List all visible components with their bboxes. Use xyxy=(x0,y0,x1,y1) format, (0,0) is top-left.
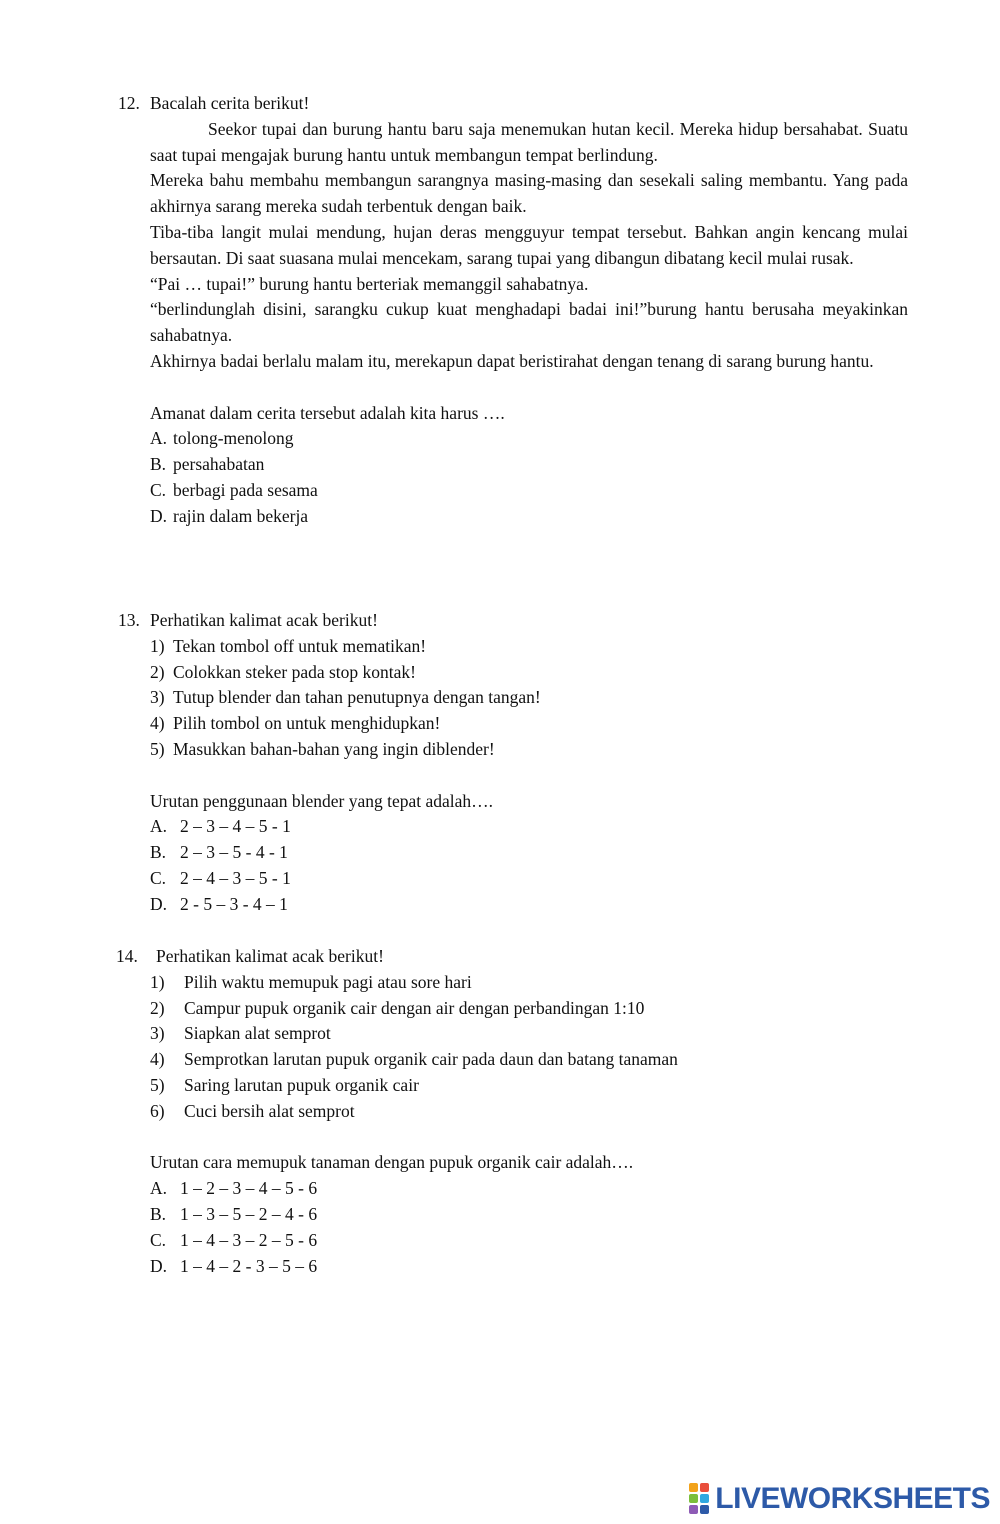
option-text: tolong-menolong xyxy=(173,428,294,449)
option-text: 1 – 4 – 2 - 3 – 5 – 6 xyxy=(180,1255,318,1276)
story-paragraph: “berlindunglah disini, sarangku cukup kuat menghadapi badai ini!”burung hantu berusaha meyakinkan sahabatnya. xyxy=(150,299,908,346)
option-text: 2 – 3 – 5 - 4 - 1 xyxy=(180,842,288,863)
liveworksheets-logo[interactable] xyxy=(689,1483,990,1514)
question-prompt: Amanat dalam cerita tersebut adalah kita harus …. xyxy=(150,402,505,423)
option-label: C. xyxy=(150,867,167,888)
question-number: 14. xyxy=(116,946,138,966)
option-text: 2 - 5 – 3 - 4 – 1 xyxy=(180,893,288,914)
question-number: 12. xyxy=(118,93,140,113)
option-label: C. xyxy=(150,1229,167,1250)
step-number: 2) xyxy=(150,661,165,682)
story-paragraph: Seekor tupai dan burung hantu baru saja menemukan hutan kecil. Mereka hidup bersahabat. Suatu saat tupai mengajak burung hantu untuk membangun tempat berlindung. xyxy=(150,118,908,165)
option-label: D. xyxy=(150,505,168,526)
step-item xyxy=(150,1021,908,1047)
answer-option[interactable] xyxy=(150,866,908,892)
step-item xyxy=(150,660,908,686)
answer-option[interactable] xyxy=(150,452,908,478)
option-text: berbagi pada sesama xyxy=(173,479,318,500)
answer-option[interactable] xyxy=(150,478,908,504)
step-item xyxy=(150,634,908,660)
step-text: Campur pupuk organik cair dengan air dengan perbandingan 1:10 xyxy=(184,997,645,1018)
step-item xyxy=(150,737,908,763)
step-item xyxy=(150,1047,908,1073)
step-text: Pilih waktu memupuk pagi atau sore hari xyxy=(184,971,472,992)
story-paragraph: “Pai … tupai!” burung hantu berteriak memanggil sahabatnya. xyxy=(150,273,589,294)
logo-block xyxy=(700,1505,709,1514)
step-text: Colokkan steker pada stop kontak! xyxy=(173,661,417,682)
option-text: persahabatan xyxy=(173,454,265,475)
step-number: 4) xyxy=(150,713,165,734)
option-label: A. xyxy=(150,816,168,837)
story-paragraph: Akhirnya badai berlalu malam itu, merekapun dapat beristirahat dengan tenang di sarang burung hantu. xyxy=(150,350,874,371)
step-item xyxy=(150,711,908,737)
option-label: B. xyxy=(150,842,167,863)
question-prompt: Urutan cara memupuk tanaman dengan pupuk organik cair adalah…. xyxy=(150,1152,634,1173)
step-item xyxy=(150,996,908,1022)
option-label: C. xyxy=(150,479,167,500)
logo-block xyxy=(689,1505,698,1514)
question-title: Perhatikan kalimat acak berikut! xyxy=(156,946,384,966)
step-number: 3) xyxy=(150,687,165,708)
story-paragraph: Tiba-tiba langit mulai mendung, hujan deras mengguyur tempat tersebut. Bahkan angin kencang mulai bersautan. Di saat suasana mulai mencekam, sarang tupai yang dibangun dibatang kecil mulai rusak. xyxy=(150,221,908,268)
logo-text: LIVEWORKSHEETS xyxy=(715,1481,990,1515)
option-label: D. xyxy=(150,893,168,914)
step-number: 1) xyxy=(150,635,165,656)
answer-option[interactable] xyxy=(150,504,908,530)
step-item xyxy=(150,685,908,711)
option-text: 2 – 4 – 3 – 5 - 1 xyxy=(180,867,291,888)
option-text: 1 – 2 – 3 – 4 – 5 - 6 xyxy=(180,1178,318,1199)
option-text: 2 – 3 – 4 – 5 - 1 xyxy=(180,816,291,837)
option-label: B. xyxy=(150,454,167,475)
option-label: A. xyxy=(150,1178,168,1199)
question-12 xyxy=(118,91,908,530)
step-number: 3) xyxy=(150,1023,165,1044)
step-number: 4) xyxy=(150,1049,165,1070)
logo-block xyxy=(689,1494,698,1503)
story-paragraph: Mereka bahu membahu membangun sarangnya masing-masing dan sesekali saling membantu. Yang pada akhirnya sarang mereka sudah terbentuk dengan baik. xyxy=(150,170,908,217)
step-item xyxy=(150,1099,908,1125)
option-text: rajin dalam bekerja xyxy=(173,505,309,526)
question-number: 13. xyxy=(118,610,140,630)
step-item xyxy=(150,1073,908,1099)
logo-block xyxy=(700,1483,709,1492)
option-label: B. xyxy=(150,1203,167,1224)
step-text: Masukkan bahan-bahan yang ingin diblender! xyxy=(173,738,495,759)
answer-option[interactable] xyxy=(150,814,908,840)
answer-option[interactable] xyxy=(150,1228,908,1254)
step-text: Tekan tombol off untuk mematikan! xyxy=(173,635,427,656)
step-text: Semprotkan larutan pupuk organik cair pada daun dan batang tanaman xyxy=(184,1049,678,1070)
question-14 xyxy=(118,944,908,1279)
liveworksheets-logo-icon xyxy=(689,1483,709,1514)
step-item xyxy=(150,970,908,996)
step-text: Cuci bersih alat semprot xyxy=(184,1100,355,1121)
option-label: D. xyxy=(150,1255,168,1276)
step-text: Saring larutan pupuk organik cair xyxy=(184,1074,419,1095)
option-text: 1 – 4 – 3 – 2 – 5 - 6 xyxy=(180,1229,318,1250)
step-number: 5) xyxy=(150,1074,165,1095)
option-label: A. xyxy=(150,428,168,449)
logo-block xyxy=(689,1483,698,1492)
question-13 xyxy=(118,608,908,918)
answer-option[interactable] xyxy=(150,1176,908,1202)
step-number: 5) xyxy=(150,738,165,759)
step-text: Tutup blender dan tahan penutupnya dengan tangan! xyxy=(173,687,541,708)
step-text: Siapkan alat semprot xyxy=(184,1023,331,1044)
logo-block xyxy=(700,1494,709,1503)
step-number: 2) xyxy=(150,997,165,1018)
step-text: Pilih tombol on untuk menghidupkan! xyxy=(173,713,441,734)
question-title: Bacalah cerita berikut! xyxy=(150,93,310,113)
answer-option[interactable] xyxy=(150,892,908,918)
answer-option[interactable] xyxy=(150,1254,908,1280)
step-number: 6) xyxy=(150,1100,165,1121)
answer-option[interactable] xyxy=(150,1202,908,1228)
answer-option[interactable] xyxy=(150,426,908,452)
option-text: 1 – 3 – 5 – 2 – 4 - 6 xyxy=(180,1203,318,1224)
step-number: 1) xyxy=(150,971,165,992)
question-prompt: Urutan penggunaan blender yang tepat adalah…. xyxy=(150,790,494,811)
answer-option[interactable] xyxy=(150,840,908,866)
question-title: Perhatikan kalimat acak berikut! xyxy=(150,610,378,630)
